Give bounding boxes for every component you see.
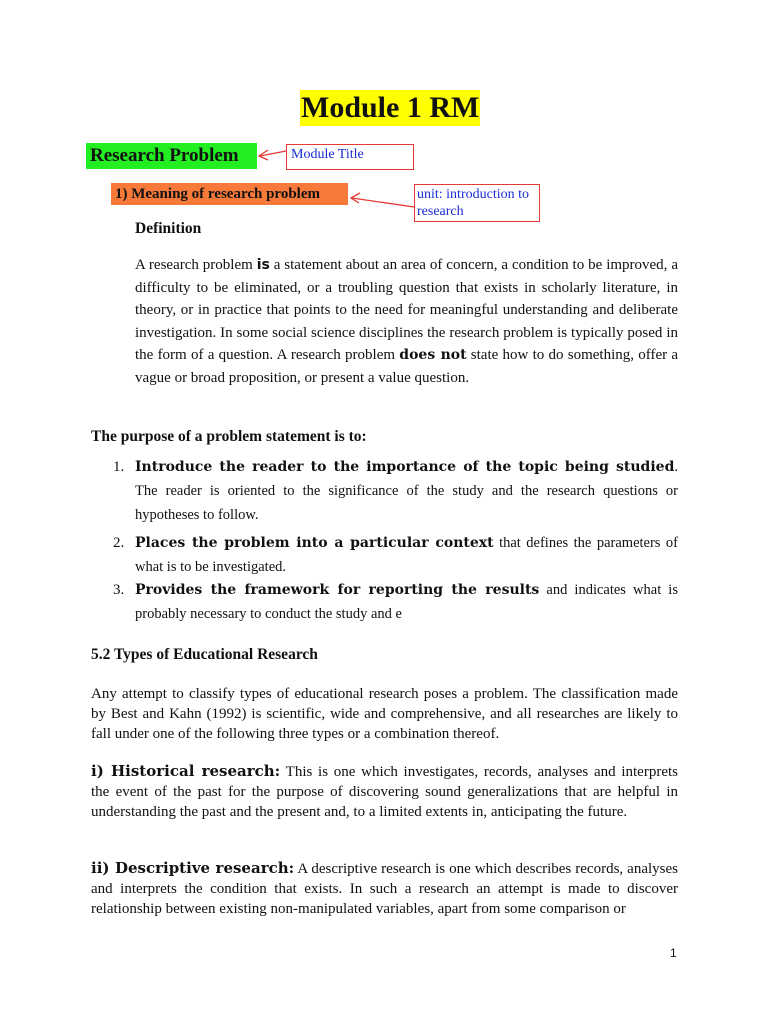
unit-heading: 1) Meaning of research problem [111,183,348,205]
module-title-callout: Module Title [286,144,414,170]
module-heading: Research Problem [86,143,257,169]
descriptive-research-paragraph: ii) Descriptive research: A descriptive research is one which describes records, analyses and interprets the condition that exists. In such a research an attempt is made to discover relationship between existing non-manipulated variables, apart from some comparison or [91,859,678,917]
unit-callout-arrow [351,193,414,207]
list-text: Provides the framework for reporting the results and indicates what is probably necessary to conduct the study and e [135,582,678,622]
page-number: 1 [670,946,677,960]
emphasis-is: is [256,257,270,273]
list-number: 3. [113,582,125,598]
purpose-heading: The purpose of a problem statement is to: [91,428,367,445]
list-number: 1. [113,459,125,475]
list-item [113,455,678,527]
module-callout-arrow [259,150,286,160]
historical-research-paragraph: i) Historical research: This is one which investigates, records, analyses and interprets the event of the past for the purpose of discovering sound generalizations that are helpful in understanding the past and the present and, to a limited extents in, anticipating the future. [91,762,678,820]
list-number: 2. [113,535,125,551]
definition-heading: Definition [135,220,202,237]
section-heading: 5.2 Types of Educational Research [91,646,318,663]
list-item [113,531,678,579]
page-title: Module 1 RM [301,91,480,124]
emphasis-does-not: does not [399,347,467,363]
list-item [113,578,678,626]
unit-callout: unit: introduction to research [414,184,540,222]
list-text: Introduce the reader to the importance of the topic being studied. The reader is oriented to the significance of the study and the research questions or hypotheses to follow. [135,459,678,523]
list-text: Places the problem into a particular context that defines the parameters of what is to be investigated. [135,535,679,575]
section-intro-paragraph: Any attempt to classify types of educational research poses a problem. The classification made by Best and Kahn (1992) is scientific, wide and comprehensive, and all researches are likely to fall under one of the following three types or a combination thereof. [91,686,678,742]
definition-paragraph: A research problem is a statement about an area of concern, a condition to be improved, a difficulty to be eliminated, or a troubling question that exists in scholarly literature, in theory, or in practice that points to the need for meaningful understanding and deliberate investigation. In some social science disciplines the research problem is typically posed in the form of a question. A research problem does not state how to do something, offer a vague or broad proposition, or present a value question. [135,257,679,386]
